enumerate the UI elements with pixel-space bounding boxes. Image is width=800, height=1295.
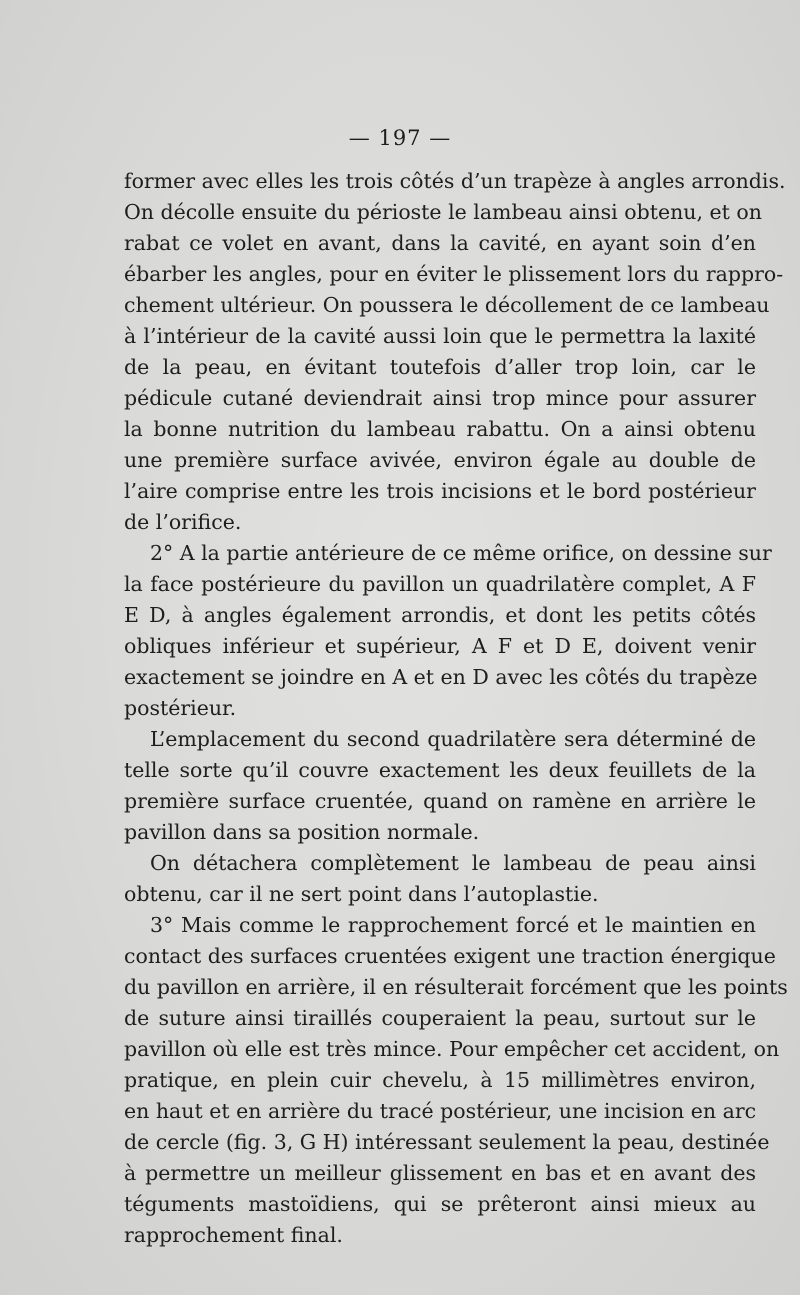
text-line: première surface cruentée, quand on ramène en arrière le bbox=[124, 789, 756, 813]
text-line: L’emplacement du second quadrilatère sera déterminé de bbox=[150, 727, 756, 751]
text-line: obliques inférieur et supérieur, A F et D E, doivent venir bbox=[124, 634, 756, 658]
text-line: de suture ainsi tiraillés couperaient la peau, surtout sur le bbox=[124, 1006, 756, 1030]
text-line: contact des surfaces cruentées exigent une traction énergique bbox=[124, 944, 776, 968]
text-line: pédicule cutané deviendrait ainsi trop mince pour assurer bbox=[124, 386, 756, 410]
text-line: téguments mastoïdiens, qui se prêteront ainsi mieux au bbox=[124, 1192, 756, 1216]
text-line: la bonne nutrition du lambeau rabattu. On a ainsi obtenu bbox=[124, 417, 756, 441]
text-line: du pavillon en arrière, il en résulterait forcément que les points bbox=[124, 975, 788, 999]
text-line: E D, à angles également arrondis, et dont les petits côtés bbox=[124, 603, 756, 627]
text-line: pavillon dans sa position normale. bbox=[124, 820, 480, 844]
text-line: à l’intérieur de la cavité aussi loin que le permettra la laxité bbox=[124, 324, 756, 348]
text-line: obtenu, car il ne sert point dans l’autoplastie. bbox=[124, 882, 599, 906]
text-line: 3° Mais comme le rapprochement forcé et le maintien en bbox=[150, 913, 756, 937]
body-text bbox=[124, 166, 788, 1251]
text-line: former avec elles les trois côtés d’un trapèze à angles arrondis. bbox=[124, 169, 786, 193]
page-number: — 197 — bbox=[348, 126, 452, 150]
text-line: rapprochement final. bbox=[124, 1223, 343, 1247]
text-line: postérieur. bbox=[124, 696, 237, 720]
text-line: de la peau, en évitant toutefois d’aller trop loin, car le bbox=[124, 355, 756, 379]
text-line: exactement se joindre en A et en D avec les côtés du trapèze bbox=[124, 665, 758, 689]
text-line: à permettre un meilleur glissement en bas et en avant des bbox=[124, 1161, 756, 1185]
text-line: pavillon où elle est très mince. Pour empêcher cet accident, on bbox=[124, 1037, 780, 1061]
text-line: ébarber les angles, pour en éviter le plissement lors du rappro- bbox=[124, 262, 784, 286]
text-line: telle sorte qu’il couvre exactement les deux feuillets de la bbox=[124, 758, 756, 782]
text-line: en haut et en arrière du tracé postérieur, une incision en arc bbox=[124, 1099, 757, 1123]
text-line: de cercle (fig. 3, G H) intéressant seulement la peau, destinée bbox=[124, 1130, 770, 1154]
text-line: une première surface avivée, environ égale au double de bbox=[124, 448, 756, 472]
text-line: l’aire comprise entre les trois incisions et le bord postérieur bbox=[124, 479, 756, 503]
text-line: On décolle ensuite du périoste le lambeau ainsi obtenu, et on bbox=[124, 200, 762, 224]
text-line: 2° A la partie antérieure de ce même orifice, on dessine sur bbox=[150, 541, 772, 565]
text-line: On détachera complètement le lambeau de peau ainsi bbox=[150, 851, 756, 875]
text-line: de l’orifice. bbox=[124, 510, 242, 534]
text-line: pratique, en plein cuir chevelu, à 15 millimètres environ, bbox=[124, 1068, 756, 1092]
text-line: chement ultérieur. On poussera le décollement de ce lambeau bbox=[124, 293, 770, 317]
text-line: la face postérieure du pavillon un quadrilatère complet, A F bbox=[124, 572, 756, 596]
text-line: rabat ce volet en avant, dans la cavité, en ayant soin d’en bbox=[124, 231, 756, 255]
